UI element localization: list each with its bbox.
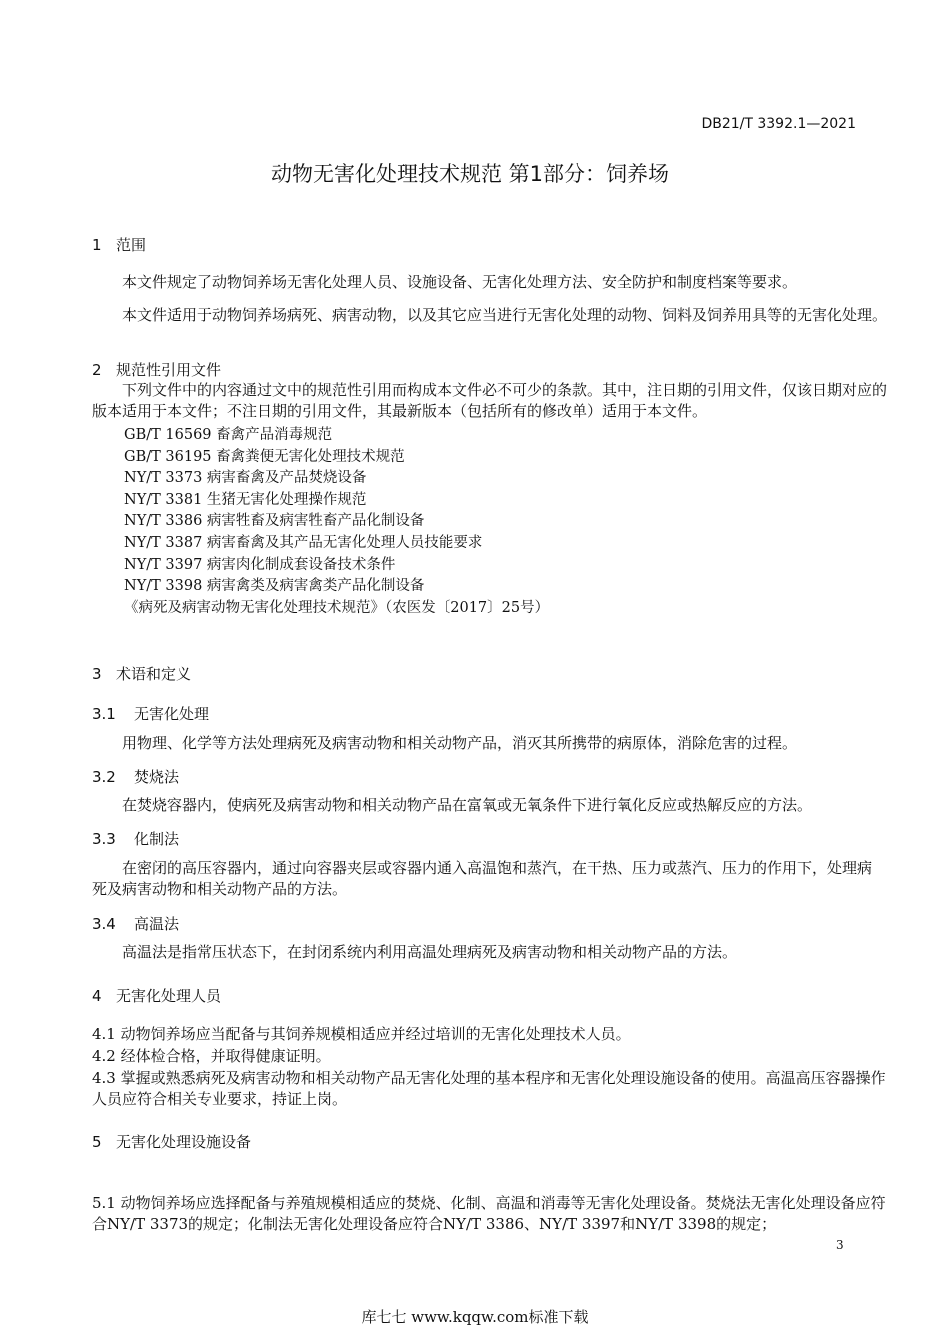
term-number: 3.3 — [92, 830, 116, 848]
term-3-2-definition: 在焚烧容器内，使病死及病害动物和相关动物产品在富氧或无氧条件下进行氧化反应或热解反应的方法。 — [122, 796, 813, 814]
reference-item: NY/T 3381 生猪无害化处理操作规范 — [124, 491, 367, 508]
section-title: 规范性引用文件 — [116, 361, 222, 379]
reference-item: NY/T 3386 病害牲畜及病害牲畜产品化制设备 — [124, 513, 425, 530]
term-3-4-definition: 高温法是指常压状态下，在封闭系统内利用高温处理病死及病害动物和相关动物产品的方法。 — [122, 943, 738, 961]
reference-list — [124, 425, 549, 619]
section-title: 无害化处理设施设备 — [116, 1133, 252, 1151]
clause-5-1: 5.1 动物饲养场应选择配备与养殖规模相适应的焚烧、化制、高温和消毒等无害化处理设备。焚烧法无害化处理设备应符合NY/T 3373的规定；化制法无害化处理设备应符合NY/T 3386、NY/T 3397和NY/T 3398的规定； — [92, 1194, 886, 1233]
section-number: 5 — [92, 1133, 102, 1151]
term-number: 3.1 — [92, 705, 116, 723]
footer-watermark: 库七七 www.kqqw.com标准下载 — [361, 1308, 589, 1326]
term-number: 3.2 — [92, 768, 116, 786]
reference-item: 《病死及病害动物无害化处理技术规范》（农医发〔2017〕25号） — [124, 599, 550, 616]
term-3-2-heading — [92, 766, 179, 787]
term-title: 化制法 — [134, 830, 180, 848]
term-3-1-heading — [92, 703, 209, 724]
section-3-heading — [92, 663, 191, 684]
section-number: 2 — [92, 361, 102, 379]
section-number: 4 — [92, 987, 102, 1005]
document-title: 动物无害化处理技术规范 第1部分：饲养场 — [270, 162, 670, 186]
reference-item: GB/T 36195 畜禽粪便无害化处理技术规范 — [124, 448, 405, 465]
references-intro: 下列文件中的内容通过文中的规范性引用而构成本文件必不可少的条款。其中，注日期的引用文件，仅该日期对应的版本适用于本文件；不注日期的引用文件，其最新版本（包括所有的修改单）适用于本文件。 — [92, 381, 888, 420]
reference-item: GB/T 16569 畜禽产品消毒规范 — [124, 427, 333, 443]
reference-item: NY/T 3387 病害畜禽及其产品无害化处理人员技能要求 — [124, 534, 483, 551]
section-number: 1 — [92, 236, 102, 254]
section-title: 范围 — [116, 236, 147, 254]
reference-item: NY/T 3397 病害肉化制成套设备技术条件 — [124, 556, 396, 573]
term-title: 焚烧法 — [134, 768, 180, 786]
term-title: 无害化处理 — [134, 705, 210, 723]
section-title: 无害化处理人员 — [116, 987, 222, 1005]
section-4-heading — [92, 985, 221, 1006]
section-title: 术语和定义 — [116, 665, 192, 683]
scope-paragraph-1: 本文件规定了动物饲养场无害化处理人员、设施设备、无害化处理方法、安全防护和制度档案等要求。 — [122, 273, 798, 291]
reference-item: NY/T 3398 病害禽类及病害禽类产品化制设备 — [124, 578, 425, 595]
term-title: 高温法 — [134, 915, 180, 933]
clause-4-1: 4.1 动物饲养场应当配备与其饲养规模相适应并经过培训的无害化处理技术人员。 — [92, 1025, 631, 1043]
clause-4-2: 4.2 经体检合格，并取得健康证明。 — [92, 1047, 331, 1065]
term-3-3-definition: 在密闭的高压容器内，通过向容器夹层或容器内通入高温饱和蒸汽，在干热、压力或蒸汽、压力的作用下，处理病死及病害动物和相关动物产品的方法。 — [92, 859, 873, 898]
reference-item: NY/T 3373 病害畜禽及产品焚烧设备 — [124, 470, 367, 487]
page-number: 3 — [836, 1238, 844, 1252]
section-5-heading — [92, 1131, 251, 1152]
term-number: 3.4 — [92, 915, 116, 933]
clause-4-3: 4.3 掌握或熟悉病死及病害动物和相关动物产品无害化处理的基本程序和无害化处理设施设备的使用。高温高压容器操作人员应符合相关专业要求，持证上岗。 — [92, 1069, 886, 1108]
term-3-4-heading — [92, 913, 179, 934]
scope-paragraph-2: 本文件适用于动物饲养场病死、病害动物，以及其它应当进行无害化处理的动物、饲料及饲养用具等的无害化处理。 — [122, 306, 888, 324]
section-number: 3 — [92, 665, 102, 683]
document-number: DB21/T 3392.1—2021 — [701, 116, 856, 132]
section-2-heading — [92, 359, 221, 380]
section-1-heading — [92, 234, 146, 255]
term-3-3-heading — [92, 828, 179, 849]
term-3-1-definition: 用物理、化学等方法处理病死及病害动物和相关动物产品，消灭其所携带的病原体，消除危害的过程。 — [122, 734, 798, 752]
